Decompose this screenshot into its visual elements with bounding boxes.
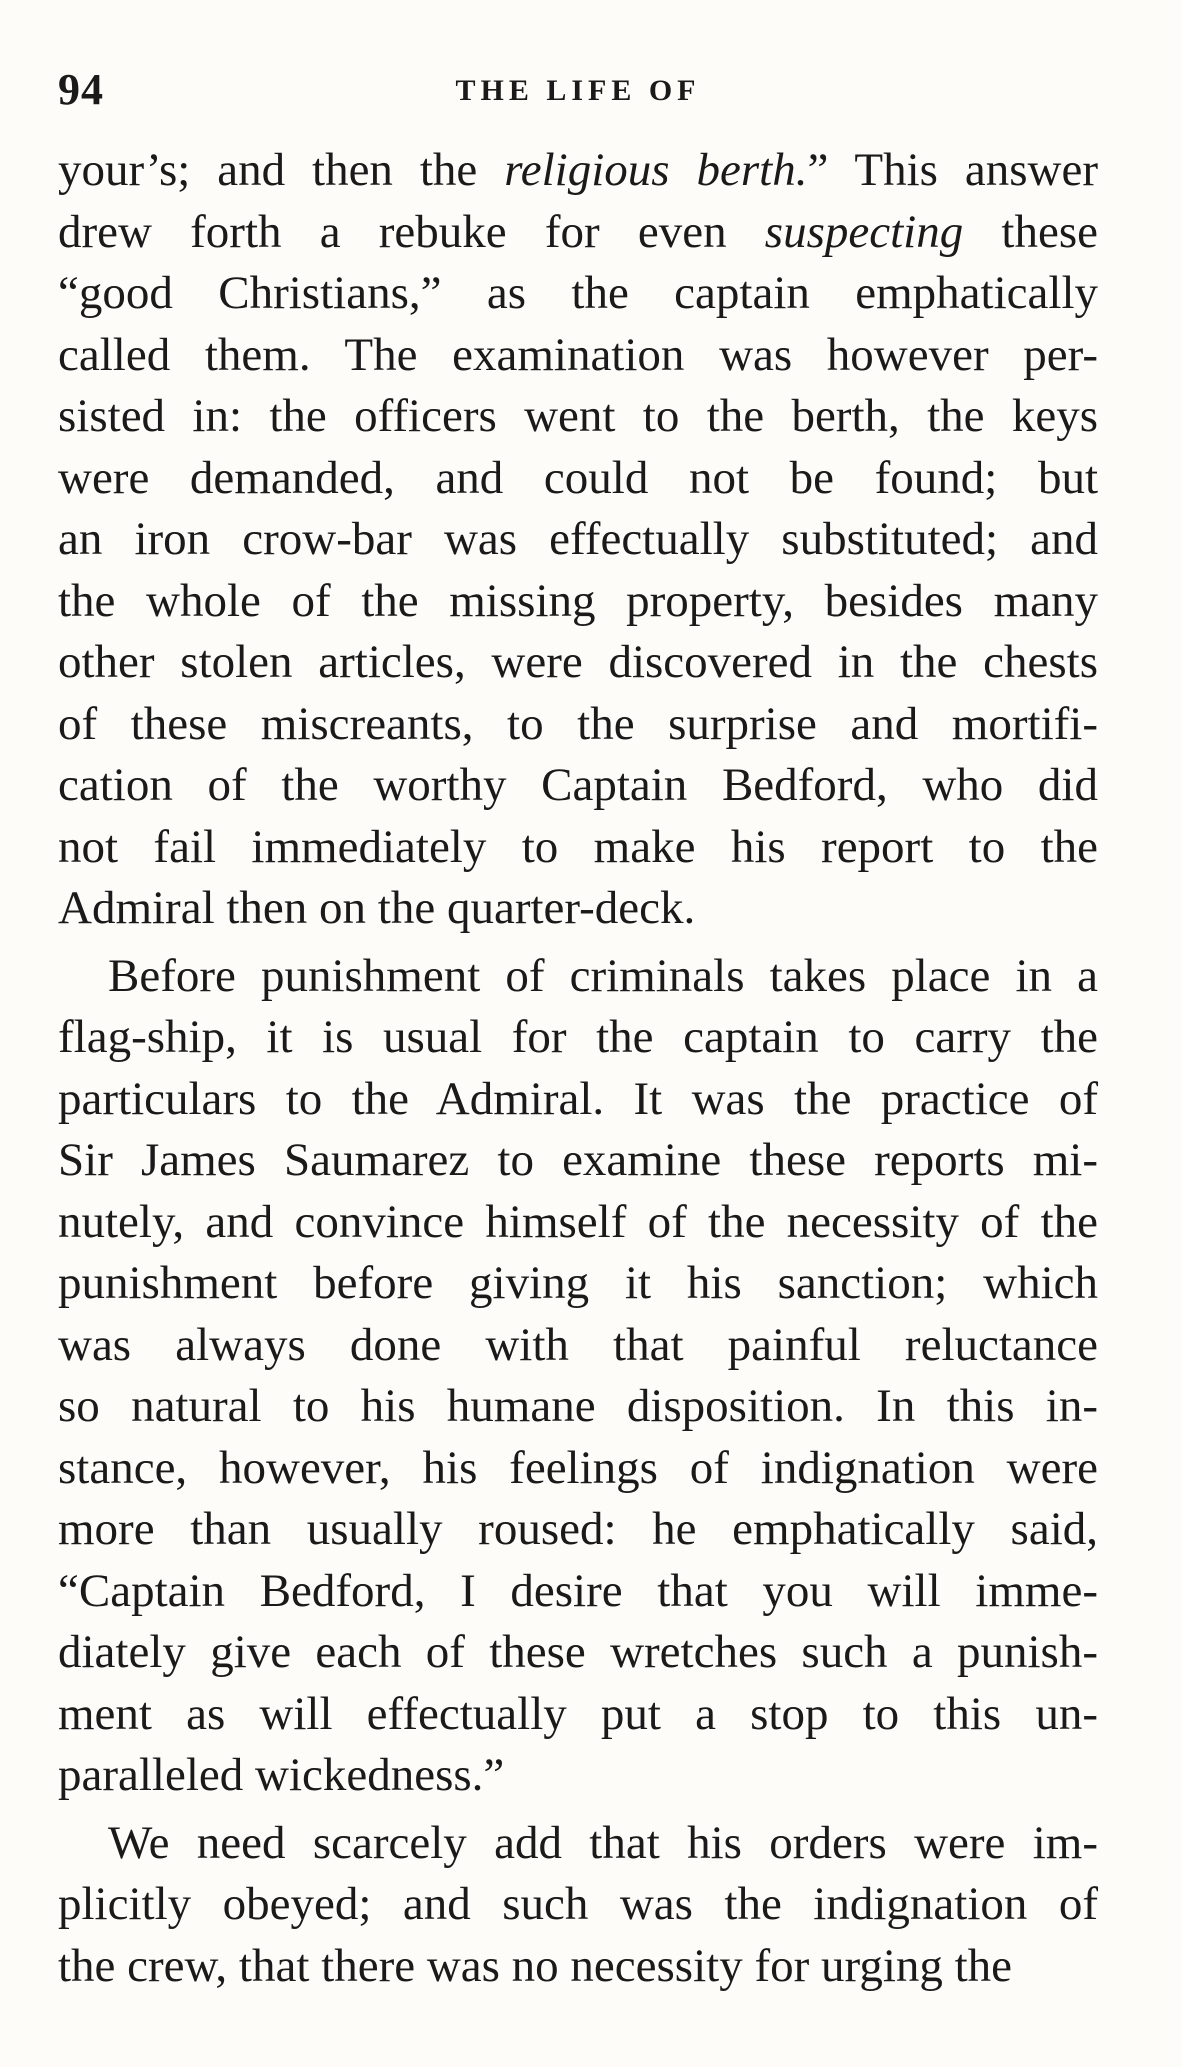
paragraph	[58, 946, 1098, 1807]
text-line	[58, 140, 1098, 202]
text-line	[58, 509, 1098, 571]
running-head: THE LIFE OF	[455, 74, 701, 107]
text-line	[58, 632, 1098, 694]
text-line	[58, 263, 1098, 325]
text-segment: sisted in: the officers went to the berth, the keys	[58, 390, 1098, 442]
page-number: 94	[58, 65, 104, 114]
paragraph	[58, 1813, 1098, 1998]
italic-text: religious berth.	[504, 144, 808, 196]
page-header	[58, 64, 1098, 124]
text-segment: diately give each of these wretches such a punish-	[58, 1626, 1098, 1678]
text-line	[58, 1069, 1098, 1131]
text-segment: “Captain Bedford, I desire that you will imme-	[58, 1564, 1098, 1617]
text-line	[58, 571, 1098, 633]
text-line	[58, 1007, 1098, 1069]
text-segment: nutely, and convince himself of the necessity of the	[58, 1195, 1098, 1248]
text-line	[58, 325, 1098, 387]
text-line	[58, 1936, 1098, 1998]
paragraph	[58, 140, 1098, 940]
text-line	[58, 1622, 1098, 1684]
text-line	[58, 878, 1098, 940]
text-segment: flag-ship, it is usual for the captain to carry the	[58, 1011, 1098, 1063]
text-segment: of these miscreants, to the surprise and mortifi-	[58, 697, 1098, 750]
text-segment: were demanded, and could not be found; but	[58, 451, 1098, 504]
text-line	[58, 946, 1098, 1008]
text-line	[58, 1376, 1098, 1438]
text-line	[58, 694, 1098, 756]
text-line	[58, 1745, 1098, 1807]
text-line	[58, 448, 1098, 510]
text-segment: Before punishment of criminals takes place in a	[108, 949, 1098, 1002]
text-line	[58, 1684, 1098, 1746]
text-segment: punishment before giving it his sanction; which	[58, 1257, 1098, 1309]
text-segment: so natural to his humane disposition. In this in-	[58, 1380, 1098, 1432]
text-line	[58, 755, 1098, 817]
text-segment: paralleled wickedness.”	[58, 1749, 505, 1801]
text-segment: other stolen articles, were discovered in the chests	[58, 636, 1098, 688]
text-segment: particulars to the Admiral. It was the practice of	[58, 1072, 1098, 1125]
text-segment: was always done with that painful reluctance	[58, 1318, 1098, 1371]
text-segment: an iron crow-bar was effectually substituted; and	[58, 513, 1098, 565]
text-line	[58, 1499, 1098, 1561]
text-segment: Sir James Saumarez to examine these reports mi-	[58, 1134, 1098, 1186]
text-line	[58, 1438, 1098, 1500]
text-line	[58, 1192, 1098, 1254]
text-segment: drew forth a rebuke for even	[58, 205, 765, 258]
text-segment: your’s; and then the	[58, 144, 505, 196]
italic-text: suspecting	[764, 205, 964, 258]
text-segment: Admiral then on the quarter-deck.	[58, 882, 696, 934]
text-segment: cation of the worthy Captain Bedford, who did	[58, 759, 1098, 811]
text-line	[58, 1130, 1098, 1192]
text-segment: more than usually roused: he emphatically said,	[58, 1503, 1098, 1555]
text-segment: We need scarcely add that his orders were im-	[108, 1816, 1098, 1869]
text-segment: called them. The examination was however per-	[58, 328, 1098, 381]
text-segment: plicitly obeyed; and such was the indignation of	[58, 1878, 1098, 1930]
text-line	[58, 386, 1098, 448]
text-segment: not fail immediately to make his report to the	[58, 820, 1098, 873]
text-segment: the crew, that there was no necessity for urging the	[58, 1939, 1013, 1992]
text-segment: ” This answer	[807, 144, 1098, 196]
text-line	[58, 1253, 1098, 1315]
text-segment: the whole of the missing property, besides many	[58, 574, 1098, 627]
body-text	[58, 140, 1098, 1997]
text-line	[58, 202, 1098, 264]
text-line	[58, 1561, 1098, 1623]
text-line	[58, 1315, 1098, 1377]
text-segment: these	[963, 205, 1098, 258]
text-segment: stance, however, his feelings of indignation were	[58, 1441, 1098, 1494]
text-line	[58, 817, 1098, 879]
text-line	[58, 1874, 1098, 1936]
text-segment: “good Christians,” as the captain emphatically	[58, 267, 1098, 319]
text-line	[58, 1813, 1098, 1875]
text-segment: ment as will effectually put a stop to this un-	[58, 1687, 1098, 1740]
